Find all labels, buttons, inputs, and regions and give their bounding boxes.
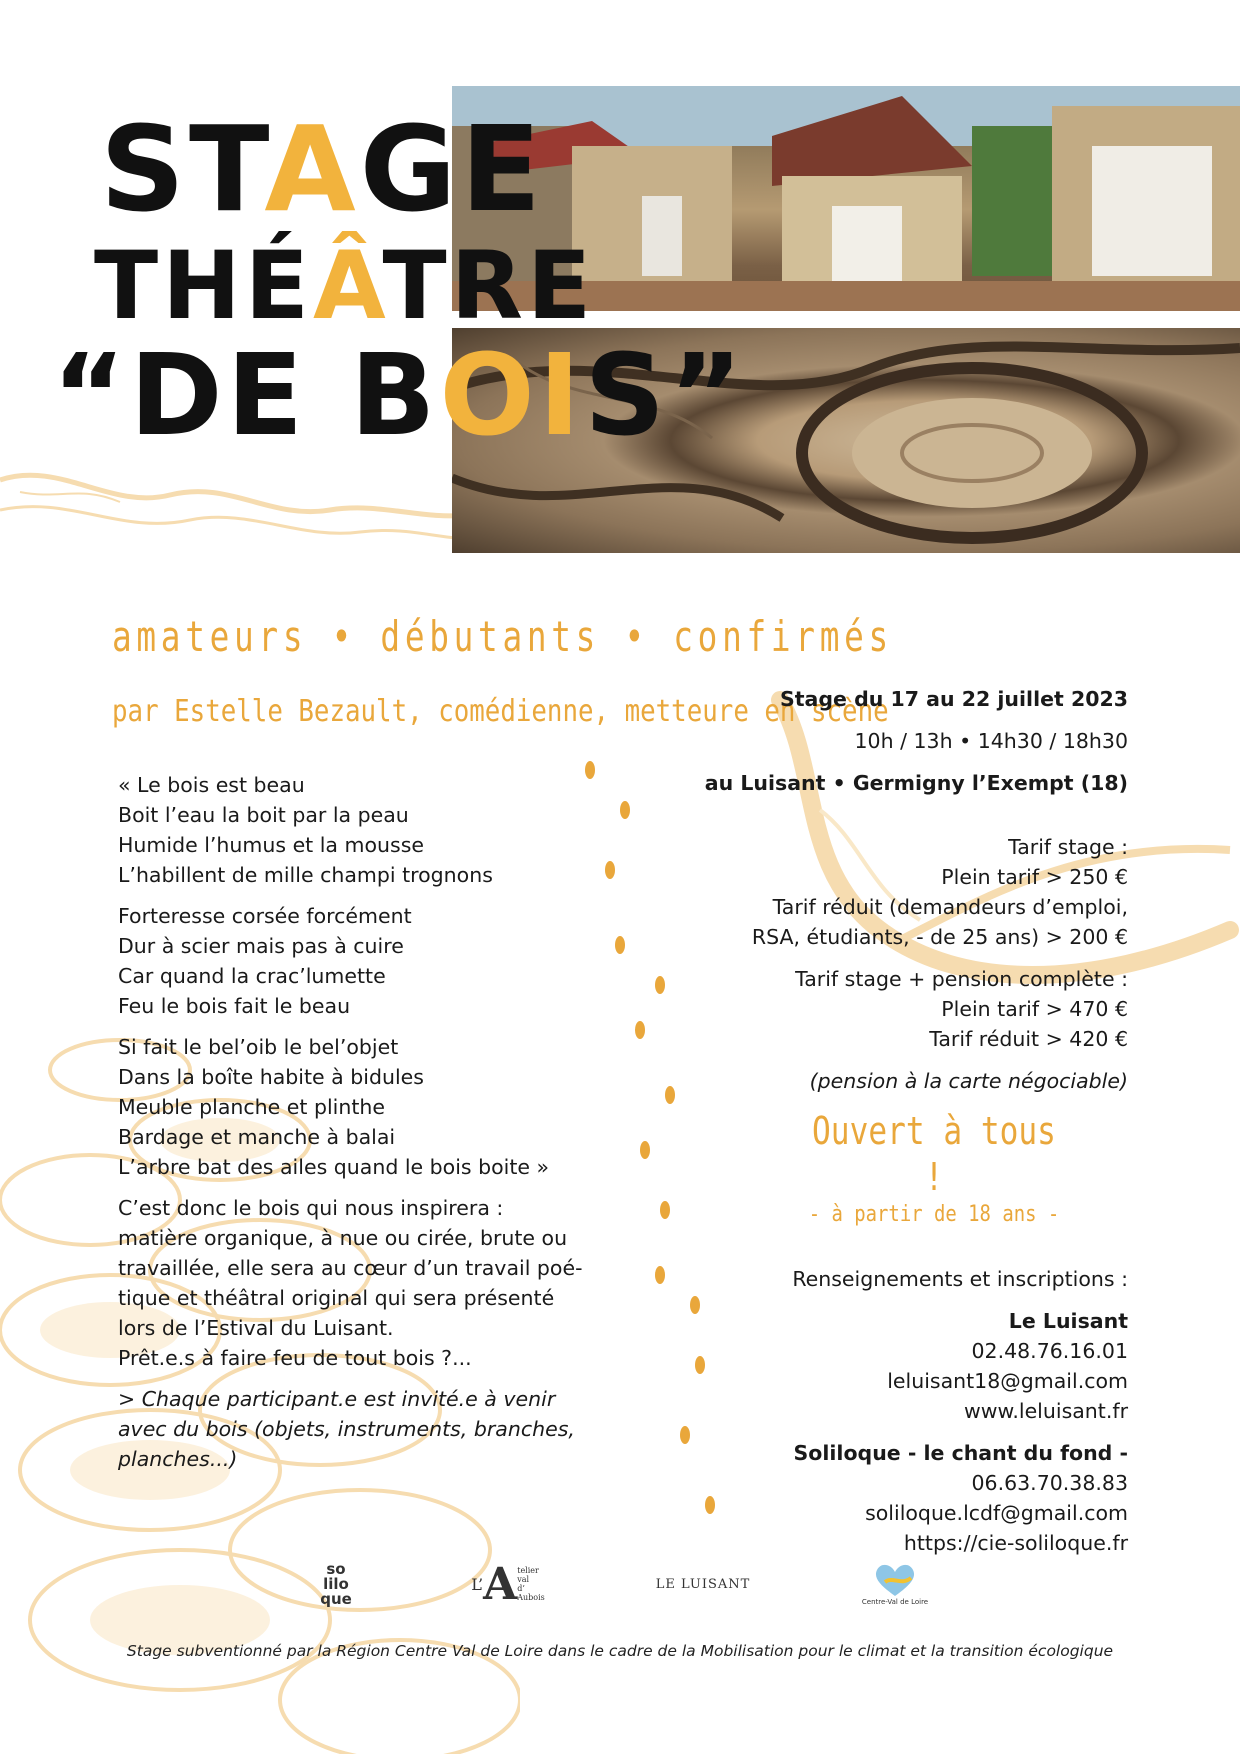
open-to-all-heading: Ouvert à tous ! bbox=[812, 1109, 1056, 1199]
pension-label: Tarif stage + pension complète : bbox=[795, 967, 1128, 991]
title-line-de-bois: “DE BOIS” bbox=[52, 331, 747, 461]
org-soliloque-name: Soliloque - le chant du fond - bbox=[793, 1441, 1128, 1465]
audience-levels: amateurs • débutants • confirmés bbox=[112, 612, 893, 661]
soliloque-logo: so lilo que bbox=[320, 1559, 352, 1608]
region-centre-val-de-loire-logo: Centre-Val de Loire bbox=[850, 1556, 940, 1612]
stage-hours: 10h / 13h • 14h30 / 18h30 bbox=[854, 729, 1128, 753]
org-luisant-name: Le Luisant bbox=[1008, 1309, 1128, 1333]
tarif-reduced-line-2: RSA, étudiants, - de 25 ans) > 200 € bbox=[751, 925, 1128, 949]
poem-stanza-2: Forteresse corsée forcément Dur à scier mais pas à cuire Car quand la crac’lumette Feu le bois fait le beau bbox=[118, 904, 412, 1018]
atelier-val-daubois-logo: L’ A telier val d’ Aubois bbox=[471, 1558, 545, 1610]
pension-reduced: Tarif réduit > 420 € bbox=[929, 1027, 1128, 1051]
org-soliloque-website[interactable]: https://cie-soliloque.fr bbox=[903, 1531, 1128, 1555]
title-line-theatre: THÉÂTRE bbox=[94, 232, 596, 341]
stage-place: au Luisant • Germigny l’Exempt (18) bbox=[704, 771, 1128, 795]
tarif-reduced-line-1: Tarif réduit (demandeurs d’emploi, bbox=[772, 895, 1128, 919]
org-luisant-email[interactable]: leluisant18@gmail.com bbox=[887, 1369, 1128, 1393]
org-soliloque-phone[interactable]: 06.63.70.38.83 bbox=[971, 1471, 1128, 1495]
org-luisant-phone[interactable]: 02.48.76.16.01 bbox=[971, 1339, 1128, 1363]
tarif-full: Plein tarif > 250 € bbox=[941, 865, 1128, 889]
heart-icon bbox=[871, 1562, 919, 1598]
poem-text bbox=[118, 770, 583, 1485]
tarif-label: Tarif stage : bbox=[1008, 835, 1128, 859]
title-line-stage: STAGE bbox=[100, 100, 546, 238]
author-credit: par Estelle Bezault, comédienne, metteure en scène bbox=[112, 694, 889, 729]
description-paragraph: C’est donc le bois qui nous inspirera : matière organique, à nue ou cirée, brute ou travaillée, elle sera au cœur d’un travail poé- tique et théâtral original qui sera présenté lors de l’Estival du Luisant. Prêt.e.s à faire feu de tout bois ?... bbox=[118, 1196, 583, 1370]
contact-label: Renseignements et inscriptions : bbox=[792, 1267, 1128, 1291]
org-soliloque-email[interactable]: soliloque.lcdf@gmail.com bbox=[865, 1501, 1128, 1525]
pension-full: Plein tarif > 470 € bbox=[941, 997, 1128, 1021]
age-requirement: - à partir de 18 ans - bbox=[808, 1202, 1060, 1227]
info-column bbox=[608, 684, 1128, 1558]
org-luisant-website[interactable]: www.leluisant.fr bbox=[963, 1399, 1128, 1423]
pension-note: (pension à la carte négociable) bbox=[809, 1069, 1128, 1093]
funding-footer: Stage subventionné par la Région Centre Val de Loire dans le cadre de la Mobilisation pour le climat et la transition écologique bbox=[126, 1642, 1114, 1660]
poem-stanza-1: « Le bois est beau Boit l’eau la boit par la peau Humide l’humus et la mousse L’habillent de mille champi trognons bbox=[118, 773, 493, 887]
le-luisant-logo: LE LUISANT bbox=[655, 1576, 751, 1592]
stage-dates: Stage du 17 au 22 juillet 2023 bbox=[779, 687, 1128, 711]
participant-note: > Chaque participant.e est invité.e à venir avec du bois (objets, instruments, branches, planches...) bbox=[118, 1387, 575, 1471]
poem-stanza-3: Si fait le bel’oib le bel’objet Dans la boîte habite à bidules Meuble planche et plinthe Bardage et manche à balai L’arbre bat des ailes quand le bois boite » bbox=[118, 1035, 550, 1179]
